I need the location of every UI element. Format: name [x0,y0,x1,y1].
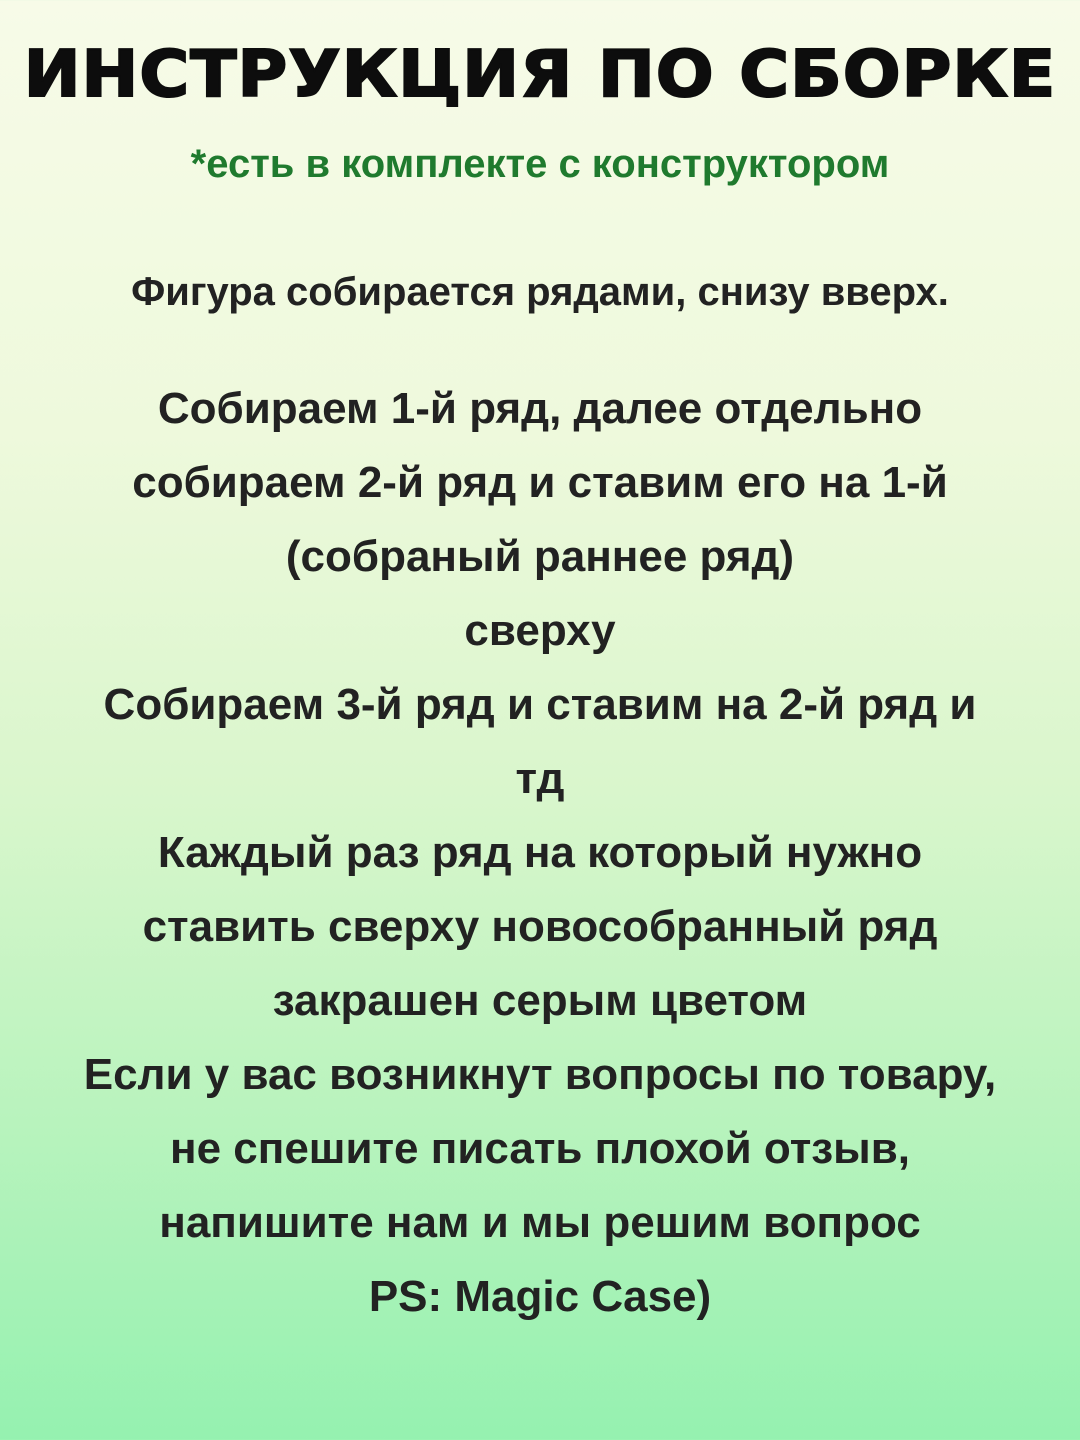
instruction-line: Если у вас возникнут вопросы по товару, [83,1050,997,1099]
instruction-body [40,372,1040,1334]
signature-line: PS: Magic Case) [368,1272,712,1321]
instruction-line: сверху [464,606,616,655]
page-title: ИНСТРУКЦИЯ ПО СБОРКЕ [23,38,1057,112]
instruction-line: (собраный раннее ряд) [285,532,795,581]
instruction-line: закрашен серым цветом [272,976,808,1025]
subtitle-note: *есть в комплекте с конструктором [190,142,890,186]
instruction-line: Собираем 1-й ряд, далее отдельно [157,384,923,433]
instruction-line: Каждый раз ряд на который нужно [157,828,923,877]
instruction-line: тд [515,754,565,803]
instruction-line: собираем 2-й ряд и ставим его на 1-й [132,458,948,507]
instruction-line: не спешите писать плохой отзыв, [170,1124,910,1173]
instruction-line: ставить сверху новособранный ряд [142,902,938,951]
intro-text: Фигура собирается рядами, снизу вверх. [131,270,949,314]
instruction-line: Собираем 3-й ряд и ставим на 2-й ряд и [103,680,977,729]
instruction-line: напишите нам и мы решим вопрос [159,1198,921,1247]
